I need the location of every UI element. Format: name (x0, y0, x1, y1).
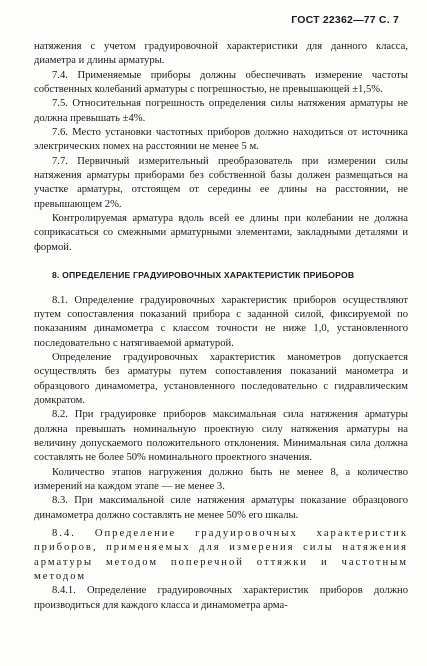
paragraph: 7.7. Первичный измерительный преобразователь при измерении силы натяжения арматуры приборами без собственной базы должен размещаться на участке арматуры, отстоящем от середины ее длины на расстоянии, не превышающем 2%. (34, 155, 408, 210)
paragraph: Количество этапов нагружения должно быть не менее 8, а количество измерений на каждом этапе — не менее 3. (34, 466, 408, 492)
paragraph: 8.3. При максимальной силе натяжения арматуры показание образцового динамометра должно составлять не менее 50% его шкалы. (34, 495, 408, 521)
paragraph: натяжения с учетом градуировочной характеристики для данного класса, диаметра и длины арматуры. (34, 41, 408, 67)
paragraph: 7.4. Применяемые приборы должны обеспечивать измерение частоты собственных колебаний арматуры с погрешностью, не превышающей ±1,5%. (34, 69, 408, 96)
paragraph: 7.5. Относительная погрешность определения силы натяжения арматуры не должна превышать ±4%. (34, 98, 408, 124)
subsection-heading: 8.4. Определение градуировочных характеристик приборов, применяемых для измерения силы натяжения арматуры методом поперечной оттяжки и частотным методом (34, 528, 408, 583)
paragraph: Контролируемая арматура вдоль всей ее длины при колебании не должна соприкасаться со смежными арматурными элементами, закладными деталями и формой. (34, 213, 408, 253)
section-heading: 8. ОПРЕДЕЛЕНИЕ ГРАДУИРОВОЧНЫХ ХАРАКТЕРИСТИК ПРИБОРОВ (52, 270, 355, 281)
page-header: ГОСТ 22362—77 С. 7 (291, 14, 399, 26)
paragraph: 8.4.1. Определение градуировочных характеристик приборов должно производиться для каждого класса и динамометра арма- (34, 585, 408, 611)
paragraph: Определение градуировочных характеристик манометров допускается осуществлять без арматуры путем сопоставления показаний манометра и образцового динамометра, установленного последовательно с гидравлическим домкратом. (34, 351, 408, 406)
paragraph: 8.1. Определение градуировочных характеристик приборов осуществляют путем сопоставления показаний прибора с заданной силой, фиксируемой по показаниям динамометра с классом точности не ниже 1,0, установленного последовательно с натягиваемой арматурой. (34, 294, 408, 349)
document-body (34, 40, 408, 613)
paragraph: 7.6. Место установки частотных приборов должно находиться от источника электрических помех на расстоянии не менее 5 м. (34, 127, 408, 153)
paragraph: 8.2. При градуировке приборов максимальная сила натяжения арматуры должна превышать номинальную проектную силу натяжения арматуры на величину допускаемого положительного отклонения. Минимальная сила должна составлять не более 50% номинального проектного значения. (34, 409, 408, 464)
